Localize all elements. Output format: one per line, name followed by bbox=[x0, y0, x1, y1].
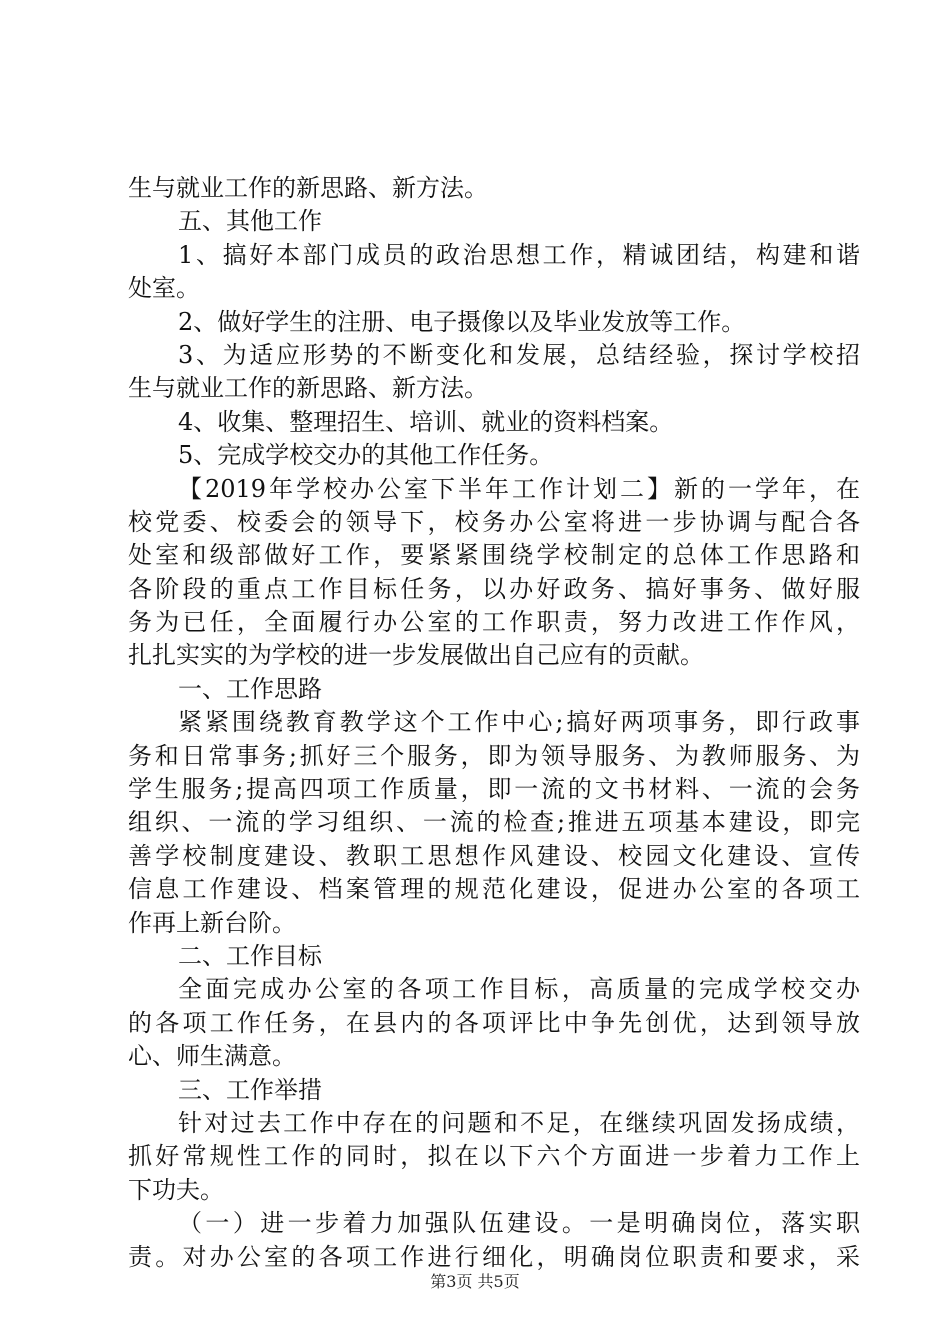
text-line: 心、师生满意。 bbox=[128, 1042, 296, 1071]
text-line: 务为已任，全面履行办公室的工作职责，努力改进工作作风， bbox=[128, 608, 860, 637]
text-line: 下功夫。 bbox=[128, 1175, 224, 1204]
text-line: 善学校制度建设、教职工思想作风建设、校园文化建设、宣传 bbox=[128, 841, 860, 870]
page-footer: 第3页 共5页 bbox=[430, 1272, 520, 1291]
text-line: 三、工作举措 bbox=[178, 1075, 322, 1104]
text-line: 2、做好学生的注册、电子摄像以及毕业发放等工作。 bbox=[178, 307, 746, 336]
document-body bbox=[128, 172, 860, 1274]
text-line: 【2019年学校办公室下半年工作计划二】新的一学年，在 bbox=[178, 474, 860, 503]
text-line: 处室和级部做好工作，要紧紧围绕学校制定的总体工作思路和 bbox=[128, 541, 860, 570]
text-line: 4、收集、整理招生、培训、就业的资料档案。 bbox=[178, 407, 674, 436]
text-line: 1、搞好本部门成员的政治思想工作，精诚团结，构建和谐 bbox=[178, 240, 860, 269]
text-line: 校党委、校委会的领导下，校务办公室将进一步协调与配合各 bbox=[128, 507, 860, 536]
text-line: 针对过去工作中存在的问题和不足，在继续巩固发扬成绩， bbox=[178, 1108, 860, 1137]
text-line: 各阶段的重点工作目标任务，以办好政务、搞好事务、做好服 bbox=[128, 574, 860, 603]
text-line: 五、其他工作 bbox=[178, 207, 322, 236]
text-line: 生与就业工作的新思路、新方法。 bbox=[128, 374, 488, 403]
text-line: 的各项工作任务，在县内的各项评比中争先创优，达到领导放 bbox=[128, 1008, 860, 1037]
text-line: 3、为适应形势的不断变化和发展，总结经验，探讨学校招 bbox=[178, 340, 860, 369]
text-line: 务和日常事务;抓好三个服务，即为领导服务、为教师服务、为 bbox=[128, 741, 860, 770]
text-line: 学生服务;提高四项工作质量，即一流的文书材料、一流的会务 bbox=[128, 775, 860, 804]
text-line: 处室。 bbox=[128, 274, 200, 303]
text-line: 二、工作目标 bbox=[178, 941, 322, 970]
text-line: 全面完成办公室的各项工作目标，高质量的完成学校交办 bbox=[178, 975, 860, 1004]
text-line: 紧紧围绕教育教学这个工作中心;搞好两项事务，即行政事 bbox=[178, 708, 860, 737]
text-line: 信息工作建设、档案管理的规范化建设，促进办公室的各项工 bbox=[128, 875, 860, 904]
text-line: 一、工作思路 bbox=[178, 674, 322, 703]
text-line: 扎扎实实的为学校的进一步发展做出自己应有的贡献。 bbox=[128, 641, 704, 670]
text-line: 责。对办公室的各项工作进行细化，明确岗位职责和要求，采 bbox=[128, 1242, 860, 1271]
text-line: （一）进一步着力加强队伍建设。一是明确岗位，落实职 bbox=[178, 1209, 860, 1238]
text-line: 生与就业工作的新思路、新方法。 bbox=[128, 174, 488, 202]
text-line: 5、完成学校交办的其他工作任务。 bbox=[178, 441, 554, 470]
text-line: 抓好常规性工作的同时，拟在以下六个方面进一步着力工作上 bbox=[128, 1142, 860, 1171]
text-line: 作再上新台阶。 bbox=[128, 908, 296, 937]
text-line: 组织、一流的学习组织、一流的检查;推进五项基本建设，即完 bbox=[128, 808, 860, 837]
